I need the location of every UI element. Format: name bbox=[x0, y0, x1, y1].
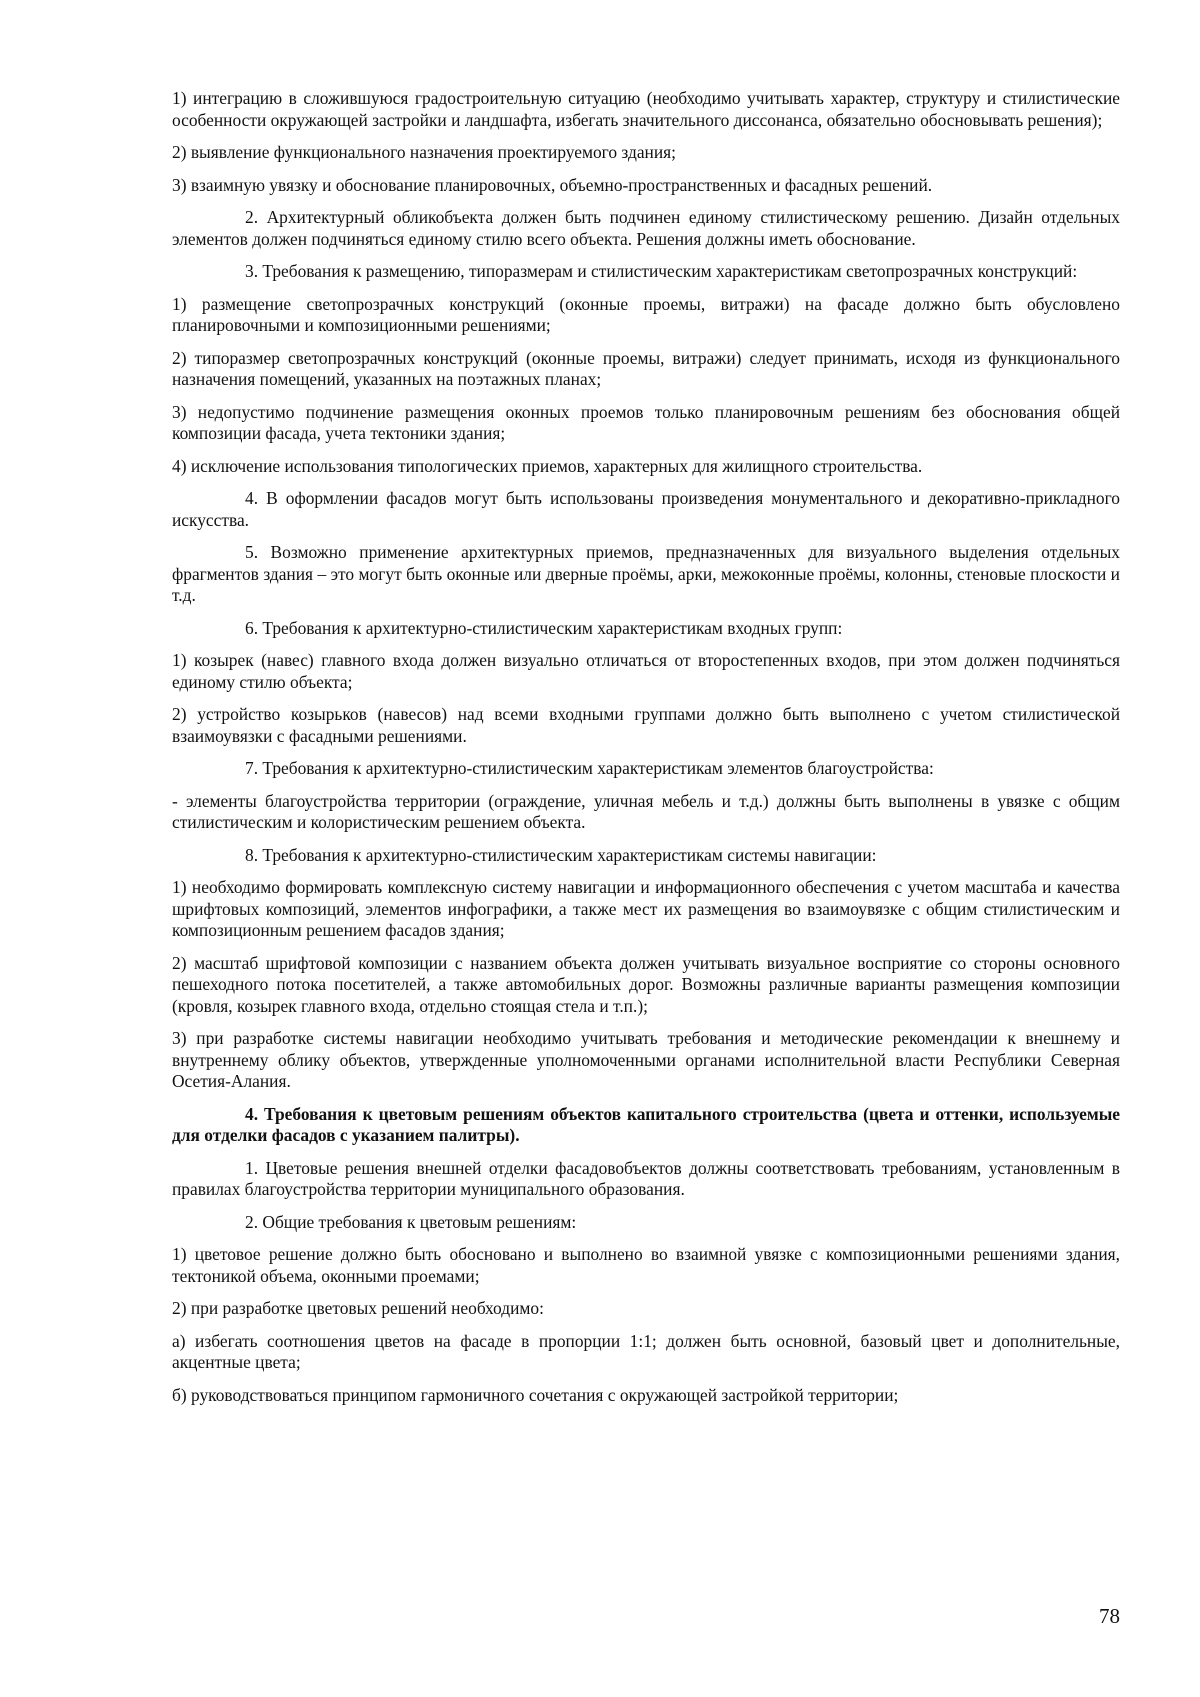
paragraph: 2) выявление функционального назначения проектируемого здания; bbox=[172, 142, 676, 162]
paragraph: 1) размещение светопрозрачных конструкций (оконные проемы, витражи) на фасаде должно быть обусловлено планировочными и композиционными решениями; bbox=[172, 293, 1120, 335]
paragraph: 3) при разработке системы навигации необходимо учитывать требования и методические рекомендации к внешнему и внутреннему облику объектов, утвержденные уполномоченными органами исполнительной власти Республики Северная Осетия-Алания. bbox=[172, 1028, 1120, 1091]
paragraph: б) руководствоваться принципом гармоничного сочетания с окружающей застройкой территории; bbox=[172, 1384, 899, 1405]
paragraph: 4) исключение использования типологических приемов, характерных для жилищного строительства. bbox=[172, 455, 923, 476]
paragraph: а) избегать соотношения цветов на фасаде в пропорции 1:1; должен быть основной, базовый цвет и дополнительные, акцентные цвета; bbox=[172, 1330, 1120, 1372]
paragraph: 1) цветовое решение должно быть обосновано и выполнено во взаимной увязке с композиционными решениями здания, тектоникой объема, оконными проемами; bbox=[172, 1244, 1120, 1286]
section-heading: 4. Требования к цветовым решениям объектов капитального строительства (цвета и оттенки, используемые для отделки фасадов с указанием палитры). bbox=[172, 1103, 1120, 1145]
paragraph: 1) интеграцию в сложившуюся градостроительную ситуацию (необходимо учитывать характер, структуру и стилистические особенности окружающей застройки и ландшафта, избегать значительного диссонанса, обязательно обосновывать решения); bbox=[172, 88, 1120, 130]
paragraph: 8. Требования к архитектурно-стилистическим характеристикам системы навигации: bbox=[245, 844, 877, 865]
paragraph: 4. В оформлении фасадов могут быть использованы произведения монументального и декоративно-прикладного искусства. bbox=[172, 488, 1120, 530]
paragraph: 6. Требования к архитектурно-стилистическим характеристикам входных групп: bbox=[245, 617, 843, 638]
paragraph: 2. Архитектурный обликобъекта должен быть подчинен единому стилистическому решению. Дизайн отдельных элементов должен подчиняться единому стилю всего объекта. Решения должны иметь обоснование. bbox=[172, 207, 1120, 249]
paragraph: 1) козырек (навес) главного входа должен визуально отличаться от второстепенных входов, при этом должен подчиняться единому стилю объекта; bbox=[172, 650, 1120, 692]
paragraph: 2. Общие требования к цветовым решениям: bbox=[245, 1211, 577, 1232]
paragraph: 2) устройство козырьков (навесов) над всеми входными группами должно быть выполнено с учетом стилистической взаимоувязки с фасадными решениями. bbox=[172, 704, 1120, 746]
paragraph: 7. Требования к архитектурно-стилистическим характеристикам элементов благоустройства: bbox=[245, 758, 934, 778]
paragraph: 2) масштаб шрифтовой композиции с названием объекта должен учитывать визуальное восприятие со стороны основного пешеходного потока посетителей, а также автомобильных дорог. Возможны различные варианты размещения композиции (кровля, козырек главного входа, отдельно стоящая стела и т.п.); bbox=[172, 952, 1120, 1016]
paragraph: 1. Цветовые решения внешней отделки фасадовобъектов должны соответствовать требованиям, установленным в правилах благоустройства территории муниципального образования. bbox=[172, 1157, 1120, 1199]
paragraph: 1) необходимо формировать комплексную систему навигации и информационного обеспечения с учетом масштаба и качества шрифтовых композиций, элементов инфографики, а также мест их размещения во взаимоувязке с общим стилистическим и композиционным решением фасадов здания; bbox=[172, 877, 1120, 940]
paragraph: 3) взаимную увязку и обоснование планировочных, объемно-пространственных и фасадных решений. bbox=[172, 174, 933, 195]
paragraph: - элементы благоустройства территории (ограждение, уличная мебель и т.д.) должны быть выполнены в увязке с общим стилистическим и колористическим решением объекта. bbox=[172, 790, 1120, 832]
paragraph: 3) недопустимо подчинение размещения оконных проемов только планировочным решениям без обоснования общей композиции фасада, учета тектоники здания; bbox=[172, 401, 1120, 443]
paragraph: 5. Возможно применение архитектурных приемов, предназначенных для визуального выделения отдельных фрагментов здания – это могут быть оконные или дверные проёмы, арки, межоконные проёмы, колонны, стеновые плоскости и т.д. bbox=[172, 542, 1120, 605]
paragraph: 2) типоразмер светопрозрачных конструкций (оконные проемы, витражи) следует принимать, исходя из функционального назначения помещений, указанных на поэтажных планах; bbox=[172, 347, 1120, 389]
paragraph: 3. Требования к размещению, типоразмерам и стилистическим характеристикам светопрозрачных конструкций: bbox=[245, 261, 1078, 281]
paragraph: 2) при разработке цветовых решений необходимо: bbox=[172, 1298, 544, 1318]
page-number: 78 bbox=[1099, 1604, 1120, 1628]
document-body bbox=[172, 88, 1120, 1417]
